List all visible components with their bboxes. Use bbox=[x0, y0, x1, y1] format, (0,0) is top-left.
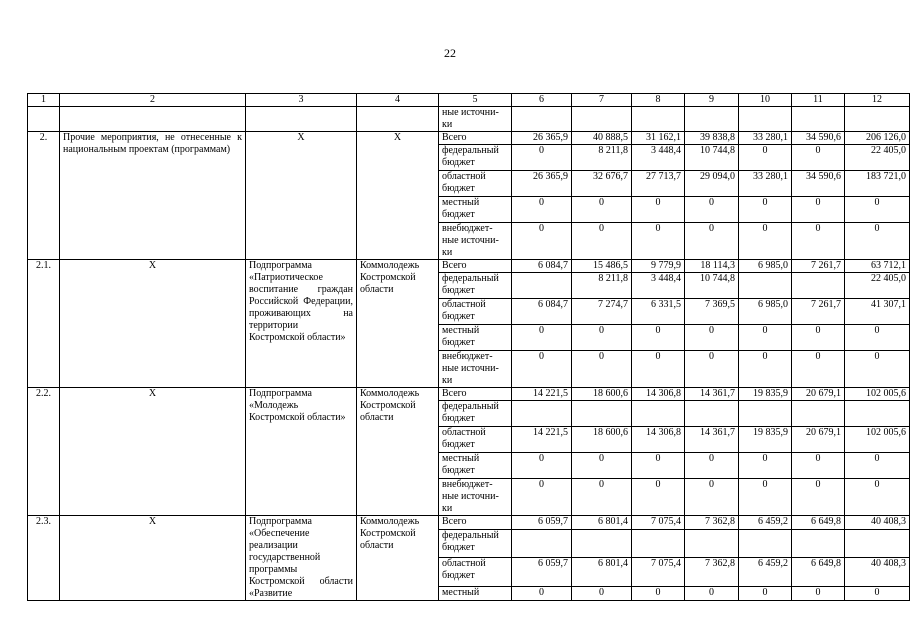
year-value-cell: 0 bbox=[572, 223, 632, 260]
funding-source-cell: внебюджет-ные источни-ки bbox=[439, 351, 512, 388]
year-value-cell: 0 bbox=[632, 453, 685, 479]
column-number-header: 4 bbox=[357, 94, 439, 107]
year-value-cell bbox=[685, 530, 739, 558]
table-row bbox=[28, 132, 910, 145]
year-value-cell: 6 649,8 bbox=[792, 516, 845, 530]
item-name-cell: Х bbox=[60, 260, 246, 388]
year-value-cell: 26 365,9 bbox=[512, 132, 572, 145]
year-value-cell: 9 779,9 bbox=[632, 260, 685, 273]
year-value-cell bbox=[632, 401, 685, 427]
continuation-row bbox=[28, 107, 910, 132]
year-value-cell: 7 369,5 bbox=[685, 299, 739, 325]
year-value-cell: 0 bbox=[685, 325, 739, 351]
year-value-cell bbox=[792, 530, 845, 558]
year-value-cell: 6 801,4 bbox=[572, 558, 632, 586]
year-value-cell: 6 084,7 bbox=[512, 299, 572, 325]
year-value-cell: 7 261,7 bbox=[792, 299, 845, 325]
year-value-cell: 19 835,9 bbox=[739, 388, 792, 401]
total-value-cell: 0 bbox=[845, 479, 910, 516]
year-value-cell: 0 bbox=[512, 145, 572, 171]
total-value-cell: 40 408,3 bbox=[845, 558, 910, 586]
year-value-cell: 6 649,8 bbox=[792, 558, 845, 586]
page-number: 22 bbox=[444, 46, 456, 60]
year-value-cell: 3 448,4 bbox=[632, 273, 685, 299]
year-value-cell: 0 bbox=[572, 453, 632, 479]
year-value-cell: 14 221,5 bbox=[512, 427, 572, 453]
year-value-cell bbox=[512, 530, 572, 558]
executor-cell: Коммолодежь Костромской области bbox=[357, 388, 439, 516]
column-number-header: 2 bbox=[60, 94, 246, 107]
column-number-header: 7 bbox=[572, 94, 632, 107]
year-value-cell: 0 bbox=[632, 223, 685, 260]
year-value-cell: 0 bbox=[739, 479, 792, 516]
year-value-cell: 33 280,1 bbox=[739, 171, 792, 197]
total-value-cell bbox=[845, 530, 910, 558]
year-value-cell: 7 362,8 bbox=[685, 516, 739, 530]
year-value-cell: 19 835,9 bbox=[739, 427, 792, 453]
year-value-cell: 7 075,4 bbox=[632, 558, 685, 586]
year-value-cell: 0 bbox=[685, 586, 739, 600]
executor-cell: Коммолодежь Костромской области bbox=[357, 260, 439, 388]
year-value-cell: 34 590,6 bbox=[792, 132, 845, 145]
funding-source-cell: федеральный бюджет bbox=[439, 145, 512, 171]
year-value-cell bbox=[685, 401, 739, 427]
year-value-cell: 0 bbox=[512, 197, 572, 223]
year-value-cell: 7 362,8 bbox=[685, 558, 739, 586]
year-value-cell: 40 888,5 bbox=[572, 132, 632, 145]
year-value-cell: 0 bbox=[739, 351, 792, 388]
column-number-header: 10 bbox=[739, 94, 792, 107]
total-value-cell: 0 bbox=[845, 197, 910, 223]
year-value-cell: 10 744,8 bbox=[685, 145, 739, 171]
total-value-cell: 206 126,0 bbox=[845, 132, 910, 145]
year-value-cell: 0 bbox=[632, 325, 685, 351]
year-value-cell: 0 bbox=[792, 453, 845, 479]
year-value-cell: 0 bbox=[792, 479, 845, 516]
year-value-cell: 0 bbox=[685, 197, 739, 223]
year-value-cell: 6 459,2 bbox=[739, 558, 792, 586]
total-value-cell: 0 bbox=[845, 586, 910, 600]
year-value-cell: 14 361,7 bbox=[685, 427, 739, 453]
year-value-cell: 10 744,8 bbox=[685, 273, 739, 299]
year-value-cell: 14 306,8 bbox=[632, 427, 685, 453]
item-number-cell: 2.3. bbox=[28, 516, 60, 601]
total-value-cell: 102 005,6 bbox=[845, 388, 910, 401]
program-cell: Х bbox=[246, 132, 357, 260]
year-value-cell: 0 bbox=[632, 586, 685, 600]
funding-source-cell: федеральный бюджет bbox=[439, 401, 512, 427]
year-value-cell: 0 bbox=[512, 586, 572, 600]
funding-source-cell: областной бюджет bbox=[439, 299, 512, 325]
funding-source-cell: Всего bbox=[439, 132, 512, 145]
year-value-cell bbox=[792, 401, 845, 427]
item-number-cell: 2.2. bbox=[28, 388, 60, 516]
funding-source-cell: местный bbox=[439, 586, 512, 600]
year-value-cell bbox=[739, 273, 792, 299]
year-value-cell: 14 221,5 bbox=[512, 388, 572, 401]
year-value-cell: 20 679,1 bbox=[792, 427, 845, 453]
year-value-cell: 34 590,6 bbox=[792, 171, 845, 197]
funding-source-cell: внебюджет-ные источни-ки bbox=[439, 223, 512, 260]
executor-cell: Коммолодежь Костромской области bbox=[357, 516, 439, 601]
year-value-cell: 0 bbox=[792, 586, 845, 600]
empty-cell bbox=[60, 107, 246, 132]
year-value-cell bbox=[512, 273, 572, 299]
year-value-cell bbox=[739, 530, 792, 558]
funding-source-cell: ные источни-ки bbox=[439, 107, 512, 132]
year-value-cell bbox=[739, 401, 792, 427]
year-value-cell: 0 bbox=[792, 197, 845, 223]
year-value-cell bbox=[512, 401, 572, 427]
year-value-cell: 18 114,3 bbox=[685, 260, 739, 273]
table-row bbox=[28, 516, 910, 530]
column-number-header: 3 bbox=[246, 94, 357, 107]
total-value-cell: 0 bbox=[845, 453, 910, 479]
year-value-cell: 0 bbox=[512, 223, 572, 260]
empty-cell bbox=[512, 107, 572, 132]
year-value-cell: 6 331,5 bbox=[632, 299, 685, 325]
year-value-cell: 6 985,0 bbox=[739, 299, 792, 325]
budget-table bbox=[27, 93, 910, 601]
program-cell: Подпрограмма «Обеспечение реализации государственной программы Костромской области «Развитие bbox=[246, 516, 357, 601]
year-value-cell: 0 bbox=[792, 325, 845, 351]
funding-source-cell: областной бюджет bbox=[439, 558, 512, 586]
item-name-cell: Х bbox=[60, 388, 246, 516]
year-value-cell: 0 bbox=[685, 223, 739, 260]
funding-source-cell: местный бюджет bbox=[439, 325, 512, 351]
year-value-cell: 0 bbox=[685, 479, 739, 516]
funding-source-cell: областной бюджет bbox=[439, 171, 512, 197]
total-value-cell: 41 307,1 bbox=[845, 299, 910, 325]
year-value-cell: 0 bbox=[512, 453, 572, 479]
total-value-cell: 0 bbox=[845, 223, 910, 260]
year-value-cell: 15 486,5 bbox=[572, 260, 632, 273]
funding-source-cell: Всего bbox=[439, 260, 512, 273]
program-cell: Подпрограмма «Патриотическое воспитание граждан Российской Федерации, проживающих на территории Костромской области» bbox=[246, 260, 357, 388]
year-value-cell bbox=[632, 530, 685, 558]
funding-source-cell: местный бюджет bbox=[439, 453, 512, 479]
total-value-cell: 183 721,0 bbox=[845, 171, 910, 197]
table-row bbox=[28, 388, 910, 401]
total-value-cell: 40 408,3 bbox=[845, 516, 910, 530]
year-value-cell: 0 bbox=[792, 145, 845, 171]
year-value-cell: 0 bbox=[632, 351, 685, 388]
empty-cell bbox=[739, 107, 792, 132]
year-value-cell: 14 306,8 bbox=[632, 388, 685, 401]
funding-source-cell: местный бюджет bbox=[439, 197, 512, 223]
year-value-cell: 0 bbox=[632, 197, 685, 223]
year-value-cell: 0 bbox=[632, 479, 685, 516]
year-value-cell: 0 bbox=[572, 325, 632, 351]
empty-cell bbox=[845, 107, 910, 132]
year-value-cell: 7 261,7 bbox=[792, 260, 845, 273]
column-number-header: 8 bbox=[632, 94, 685, 107]
year-value-cell bbox=[792, 273, 845, 299]
total-value-cell: 0 bbox=[845, 351, 910, 388]
year-value-cell: 3 448,4 bbox=[632, 145, 685, 171]
year-value-cell: 6 459,2 bbox=[739, 516, 792, 530]
year-value-cell: 0 bbox=[739, 325, 792, 351]
year-value-cell: 33 280,1 bbox=[739, 132, 792, 145]
column-number-header: 1 bbox=[28, 94, 60, 107]
year-value-cell: 14 361,7 bbox=[685, 388, 739, 401]
empty-cell bbox=[28, 107, 60, 132]
year-value-cell: 0 bbox=[739, 145, 792, 171]
funding-source-cell: федеральный бюджет bbox=[439, 530, 512, 558]
item-number-cell: 2. bbox=[28, 132, 60, 260]
header-row bbox=[28, 94, 910, 107]
year-value-cell: 0 bbox=[739, 586, 792, 600]
year-value-cell: 0 bbox=[572, 351, 632, 388]
funding-source-cell: областной бюджет bbox=[439, 427, 512, 453]
empty-cell bbox=[357, 107, 439, 132]
item-name-cell: Х bbox=[60, 516, 246, 601]
year-value-cell: 0 bbox=[792, 223, 845, 260]
year-value-cell: 0 bbox=[739, 197, 792, 223]
year-value-cell: 6 801,4 bbox=[572, 516, 632, 530]
year-value-cell bbox=[572, 401, 632, 427]
year-value-cell: 27 713,7 bbox=[632, 171, 685, 197]
empty-cell bbox=[572, 107, 632, 132]
year-value-cell: 0 bbox=[572, 197, 632, 223]
year-value-cell: 0 bbox=[572, 479, 632, 516]
year-value-cell: 29 094,0 bbox=[685, 171, 739, 197]
total-value-cell: 22 405,0 bbox=[845, 273, 910, 299]
year-value-cell: 8 211,8 bbox=[572, 145, 632, 171]
year-value-cell: 18 600,6 bbox=[572, 427, 632, 453]
year-value-cell: 0 bbox=[685, 453, 739, 479]
empty-cell bbox=[792, 107, 845, 132]
funding-source-cell: федеральный бюджет bbox=[439, 273, 512, 299]
column-number-header: 9 bbox=[685, 94, 739, 107]
total-value-cell: 102 005,6 bbox=[845, 427, 910, 453]
total-value-cell: 22 405,0 bbox=[845, 145, 910, 171]
total-value-cell: 0 bbox=[845, 325, 910, 351]
funding-source-cell: Всего bbox=[439, 388, 512, 401]
empty-cell bbox=[685, 107, 739, 132]
year-value-cell: 0 bbox=[739, 453, 792, 479]
funding-source-cell: Всего bbox=[439, 516, 512, 530]
total-value-cell bbox=[845, 401, 910, 427]
column-number-header: 11 bbox=[792, 94, 845, 107]
year-value-cell: 39 838,8 bbox=[685, 132, 739, 145]
year-value-cell: 32 676,7 bbox=[572, 171, 632, 197]
year-value-cell: 6 059,7 bbox=[512, 558, 572, 586]
year-value-cell: 7 274,7 bbox=[572, 299, 632, 325]
year-value-cell: 0 bbox=[739, 223, 792, 260]
year-value-cell bbox=[572, 530, 632, 558]
table-row bbox=[28, 260, 910, 273]
year-value-cell: 0 bbox=[572, 586, 632, 600]
year-value-cell: 0 bbox=[512, 351, 572, 388]
empty-cell bbox=[246, 107, 357, 132]
year-value-cell: 20 679,1 bbox=[792, 388, 845, 401]
year-value-cell: 18 600,6 bbox=[572, 388, 632, 401]
year-value-cell: 6 084,7 bbox=[512, 260, 572, 273]
empty-cell bbox=[632, 107, 685, 132]
program-cell: Подпрограмма «Молодежь Костромской области» bbox=[246, 388, 357, 516]
year-value-cell: 8 211,8 bbox=[572, 273, 632, 299]
year-value-cell: 31 162,1 bbox=[632, 132, 685, 145]
year-value-cell: 26 365,9 bbox=[512, 171, 572, 197]
column-number-header: 12 bbox=[845, 94, 910, 107]
year-value-cell: 6 059,7 bbox=[512, 516, 572, 530]
item-number-cell: 2.1. bbox=[28, 260, 60, 388]
funding-source-cell: внебюджет-ные источни-ки bbox=[439, 479, 512, 516]
item-name-cell: Прочие мероприятия, не отнесенные к национальным проектам (программам) bbox=[60, 132, 246, 260]
total-value-cell: 63 712,1 bbox=[845, 260, 910, 273]
year-value-cell: 0 bbox=[512, 479, 572, 516]
column-number-header: 5 bbox=[439, 94, 512, 107]
year-value-cell: 6 985,0 bbox=[739, 260, 792, 273]
executor-cell: Х bbox=[357, 132, 439, 260]
year-value-cell: 0 bbox=[685, 351, 739, 388]
column-number-header: 6 bbox=[512, 94, 572, 107]
year-value-cell: 0 bbox=[792, 351, 845, 388]
year-value-cell: 7 075,4 bbox=[632, 516, 685, 530]
year-value-cell: 0 bbox=[512, 325, 572, 351]
